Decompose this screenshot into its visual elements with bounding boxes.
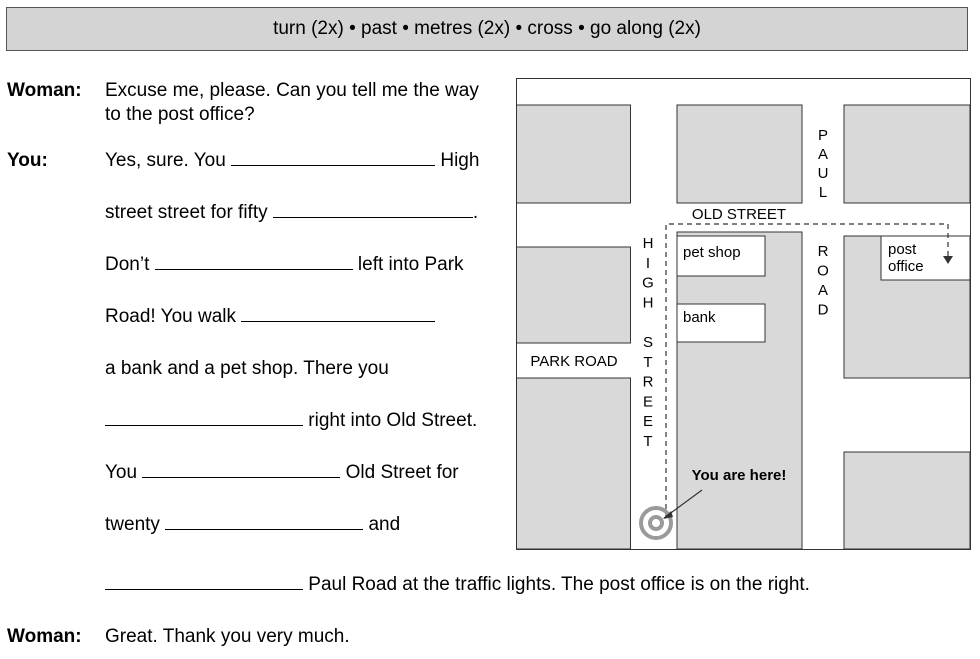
high-letters-letter: E	[642, 393, 654, 411]
answer-blank-6[interactable]	[142, 461, 340, 478]
you-are-here-label: You are here!	[691, 467, 787, 484]
dialogue-line-4	[105, 305, 435, 329]
dialogue-line-8	[105, 513, 400, 537]
line-7-text-a: You	[105, 462, 138, 483]
line-3-text-a: Don’t	[105, 254, 150, 275]
line-6-text-b: right into Old Street.	[308, 410, 478, 431]
answer-blank-2[interactable]	[273, 201, 473, 218]
answer-blank-7[interactable]	[165, 513, 363, 530]
road-letters-letter: A	[817, 282, 829, 299]
line-1-text-b: High	[440, 150, 480, 171]
line-3-text-b: left into Park	[357, 254, 464, 275]
line-8-text-a: twenty	[105, 514, 160, 535]
pet-shop-label: pet shop	[683, 244, 741, 261]
line-4-text-a: Road! You walk	[105, 306, 236, 327]
dialogue-line-3	[105, 253, 464, 277]
road-letters-letter: R	[817, 243, 829, 260]
paul-letters-letter: L	[818, 184, 828, 201]
high-letters-letter: T	[643, 353, 653, 371]
line-7-text-b: Old Street for	[345, 462, 459, 483]
high-letters-letter: H	[642, 235, 654, 252]
high-letters-letter: E	[642, 413, 654, 431]
speaker-woman: Woman:	[7, 80, 82, 101]
high-letters-letter: G	[642, 274, 654, 292]
word-box	[6, 7, 968, 51]
dialogue-woman-1a: Excuse me, please. Can you tell me the way	[105, 80, 479, 101]
road-letters-letter: D	[817, 301, 829, 319]
answer-blank-5[interactable]	[105, 409, 303, 426]
paul-letters-letter: P	[817, 127, 829, 144]
dialogue-line-1	[105, 149, 479, 173]
dialogue-line-5: a bank and a pet shop. There you	[105, 358, 389, 379]
speaker-you: You:	[7, 150, 48, 171]
high-letters-letter: H	[642, 294, 654, 312]
line-2-text-b: .	[472, 202, 479, 223]
line-8-text-b: and	[368, 514, 401, 535]
bank-label: bank	[683, 309, 716, 326]
dialogue-line-9	[105, 573, 810, 597]
paul-letters-letter: U	[817, 165, 829, 182]
post-office-label-2: office	[888, 258, 924, 275]
answer-blank-1[interactable]	[231, 149, 435, 166]
block-middle-left	[517, 247, 631, 343]
line-9-text-b: Paul Road at the traffic lights. The post office is on the right.	[308, 574, 810, 595]
block-bottom-left	[517, 378, 631, 549]
block-top-right	[844, 105, 970, 203]
dialogue-line-6	[105, 409, 477, 433]
paul-letters-letter: A	[817, 146, 829, 163]
post-office-label-1: post	[888, 241, 917, 258]
block-high-street-east	[677, 232, 802, 549]
high-letters-letter: I	[645, 254, 651, 272]
line-1-text-a: Yes, sure. You	[105, 150, 226, 171]
dialogue-line-7	[105, 461, 459, 485]
block-bottom-right	[844, 452, 970, 549]
answer-blank-3[interactable]	[155, 253, 353, 270]
line-2-text-a: street street for fifty	[105, 202, 268, 223]
dialogue-woman-2: Great. Thank you very much.	[105, 626, 350, 647]
high-letters-letter: R	[642, 373, 654, 391]
street-map	[516, 78, 971, 550]
word-box-text: turn (2x) • past • metres (2x) • cross • go along (2x)	[273, 18, 701, 39]
high-letters-letter: S	[642, 334, 654, 351]
road-letters-letter: O	[817, 262, 829, 280]
answer-blank-8[interactable]	[105, 573, 303, 590]
dialogue-woman-1b: to the post office?	[105, 104, 255, 125]
dialogue-line-2	[105, 201, 478, 225]
park-road-label: PARK ROAD	[530, 353, 618, 370]
old-street-label: OLD STREET	[691, 206, 787, 223]
speaker-woman-2: Woman:	[7, 626, 82, 647]
answer-blank-4[interactable]	[241, 305, 435, 322]
block-top-left	[517, 105, 631, 203]
block-top-middle	[677, 105, 802, 203]
high-letters-letter: T	[643, 433, 653, 450]
